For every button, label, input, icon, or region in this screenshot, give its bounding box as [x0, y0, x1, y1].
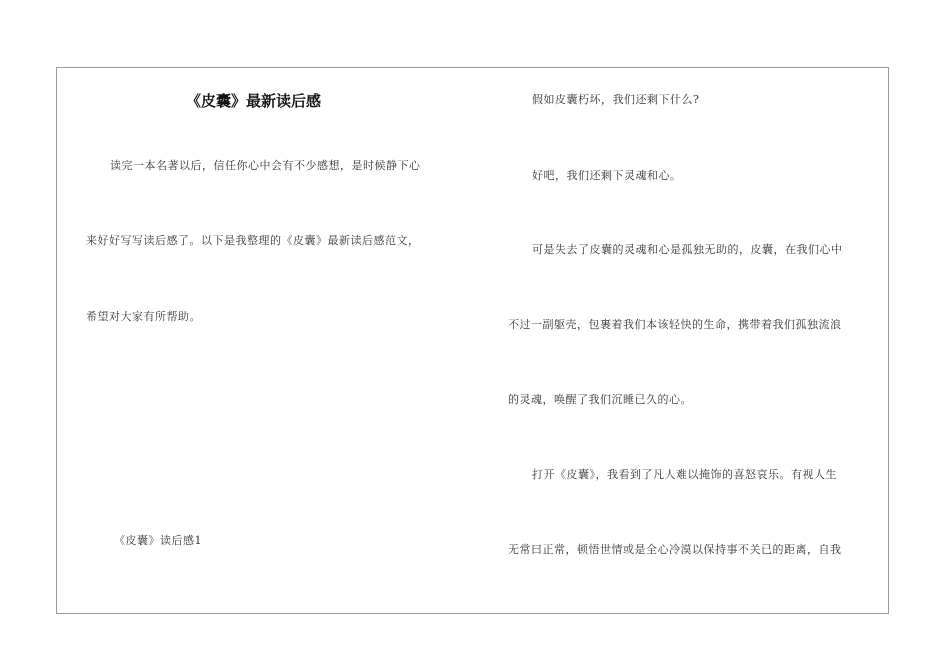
- right-paragraph-line: 的灵魂，唤醒了我们沉睡已久的心。: [508, 393, 692, 406]
- right-paragraph-line: 打开《皮囊》，我看到了凡人难以掩饰的喜怒哀乐。有视人生: [532, 468, 837, 481]
- right-paragraph-line: 不过一副躯壳，包裹着我们本该轻快的生命，携带着我们孤独流浪: [508, 318, 842, 331]
- left-paragraph-line: 来好好写写读后感了。以下是我整理的《皮囊》最新读后感范文，: [86, 234, 420, 247]
- left-paragraph-line: 希望对大家有所帮助。: [86, 310, 201, 323]
- document-title: 《皮囊》最新读后感: [186, 92, 322, 110]
- left-paragraph-line: 读完一本名著以后，信任你心中会有不少感想，是时候静下心: [110, 159, 421, 172]
- page-frame: [56, 67, 889, 614]
- right-paragraph-line: 好吧，我们还剩下灵魂和心。: [532, 169, 682, 182]
- right-paragraph-line: 可是失去了皮囊的灵魂和心是孤独无助的，皮囊，在我们心中: [532, 243, 843, 256]
- right-paragraph-line: 无常曰正常，顿悟世情或是全心冷漠以保持事不关已的距离，自我: [508, 543, 842, 556]
- right-paragraph-line: 假如皮囊朽坏，我们还剩下什么?: [532, 93, 700, 106]
- section-heading: 《皮囊》读后感1: [114, 534, 202, 547]
